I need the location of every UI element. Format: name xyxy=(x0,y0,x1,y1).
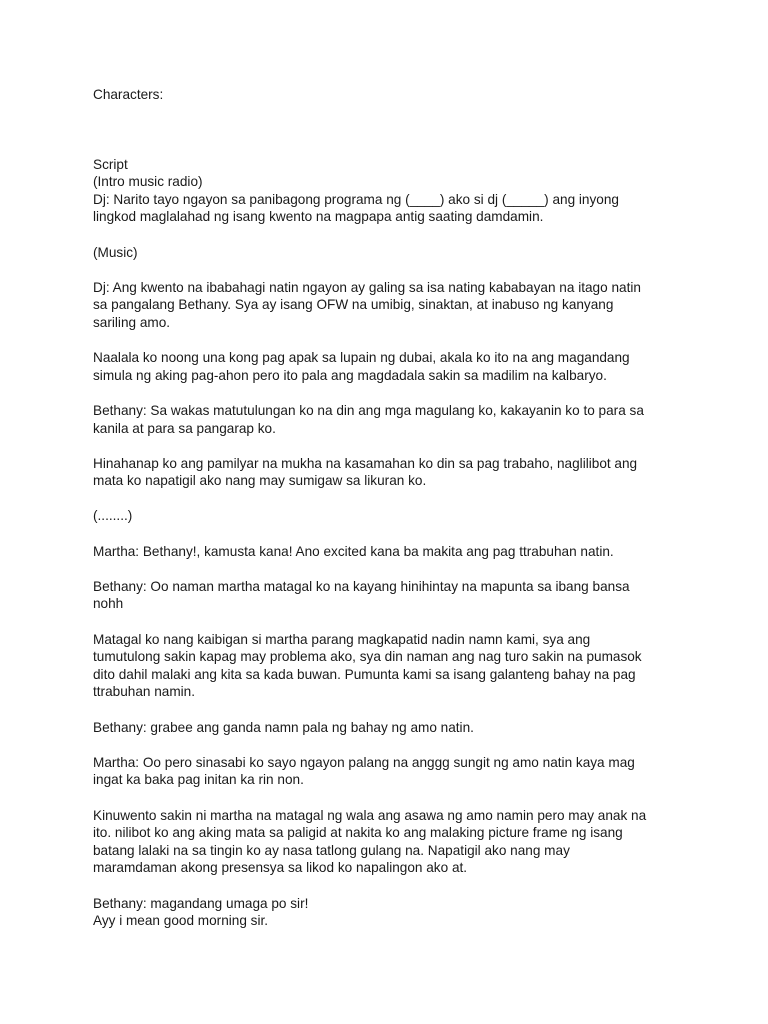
text-line: lingkod maglalahad ng isang kwento na magpapa antig saating damdamin. xyxy=(93,209,544,225)
script-paragraph xyxy=(93,279,684,332)
text-line: Kinuwento sakin ni martha na matagal ng wala ang asawa ng amo namin pero may anak na xyxy=(93,807,647,823)
text-line: Dj: Ang kwento na ibabahagi natin ngayon ay galing sa isa nating kababayan na itago natin xyxy=(93,279,641,295)
text-line: Ayy i mean good morning sir. xyxy=(93,913,269,929)
script-heading: Script xyxy=(93,156,128,172)
characters-heading: Characters: xyxy=(93,87,164,102)
script-section xyxy=(93,156,684,930)
text-line: (Music) xyxy=(93,244,138,260)
text-line: nohh xyxy=(93,596,124,612)
script-body xyxy=(93,173,684,930)
text-line: Dj: Narito tayo ngayon sa panibagong programa ng (____) ako si dj (_____) ang inyong xyxy=(93,191,619,207)
text-line: Hinahanap ko ang pamilyar na mukha na kasamahan ko din sa pag trabaho, naglilibot ang xyxy=(93,455,638,471)
text-line: Bethany: magandang umaga po sir! xyxy=(93,895,309,911)
text-line: sa pangalang Bethany. Sya ay isang OFW na umibig, sinaktan, at inabuso ng kanyang xyxy=(93,297,614,313)
text-line: simula ng aking pag-ahon pero ito pala ang magdadala sakin sa madilim na kalbaryo. xyxy=(93,367,607,383)
text-line: (Intro music radio) xyxy=(93,174,203,190)
script-paragraph xyxy=(93,754,684,789)
script-paragraph xyxy=(93,631,684,701)
text-line: ito. nilibot ko ang aking mata sa paligid at nakita ko ang malaking picture frame ng isang xyxy=(93,825,623,841)
script-paragraph xyxy=(93,173,684,226)
script-paragraph xyxy=(93,807,684,877)
script-paragraph xyxy=(93,578,684,613)
text-line: batang lalaki na sa tingin ko ay nasa tatlong gulang na. Napatigil ako nang may xyxy=(93,842,570,858)
text-line: Bethany: Oo naman martha matagal ko na kayang hinihintay na mapunta sa ibang bansa xyxy=(93,578,630,594)
text-line: Matagal ko nang kaibigan si martha parang magkapatid nadin namn kami, sya ang xyxy=(93,631,591,647)
text-line: tumutulong sakin kapag may problema ako, sya din naman ang nag turo sakin na pumasok xyxy=(93,649,642,665)
script-paragraph xyxy=(93,895,684,930)
text-line: Martha: Bethany!, kamusta kana! Ano excited kana ba makita ang pag ttrabuhan natin. xyxy=(93,543,614,559)
script-paragraph xyxy=(93,719,684,737)
text-line: ingat ka baka pag initan ka rin non. xyxy=(93,772,304,788)
text-line: ttrabuhan namin. xyxy=(93,684,196,700)
text-line: maramdaman akong presensya sa likod ko napalingon ako at. xyxy=(93,860,468,876)
script-paragraph xyxy=(93,349,684,384)
script-paragraph xyxy=(93,244,684,262)
text-line: dito dahil malaki ang kita sa kada buwan. Pumunta kami sa isang galanteng bahay na pag xyxy=(93,666,636,682)
script-paragraph xyxy=(93,507,684,525)
script-paragraph xyxy=(93,455,684,490)
text-line: (........) xyxy=(93,508,133,524)
text-line: sariling amo. xyxy=(93,314,171,330)
text-line: kanila at para sa pangarap ko. xyxy=(93,420,276,436)
text-line: Martha: Oo pero sinasabi ko sayo ngayon palang na anggg sungit ng amo natin kaya mag xyxy=(93,754,635,770)
text-line: Bethany: grabee ang ganda namn pala ng bahay ng amo natin. xyxy=(93,719,474,735)
text-line: Naalala ko noong una kong pag apak sa lupain ng dubai, akala ko ito na ang magandang xyxy=(93,350,630,366)
text-line: mata ko napatigil ako nang may sumigaw sa likuran ko. xyxy=(93,473,427,489)
script-paragraph xyxy=(93,402,684,437)
text-line: Bethany: Sa wakas matutulungan ko na din ang mga magulang ko, kakayanin ko to para sa xyxy=(93,402,644,418)
script-paragraph xyxy=(93,543,684,561)
